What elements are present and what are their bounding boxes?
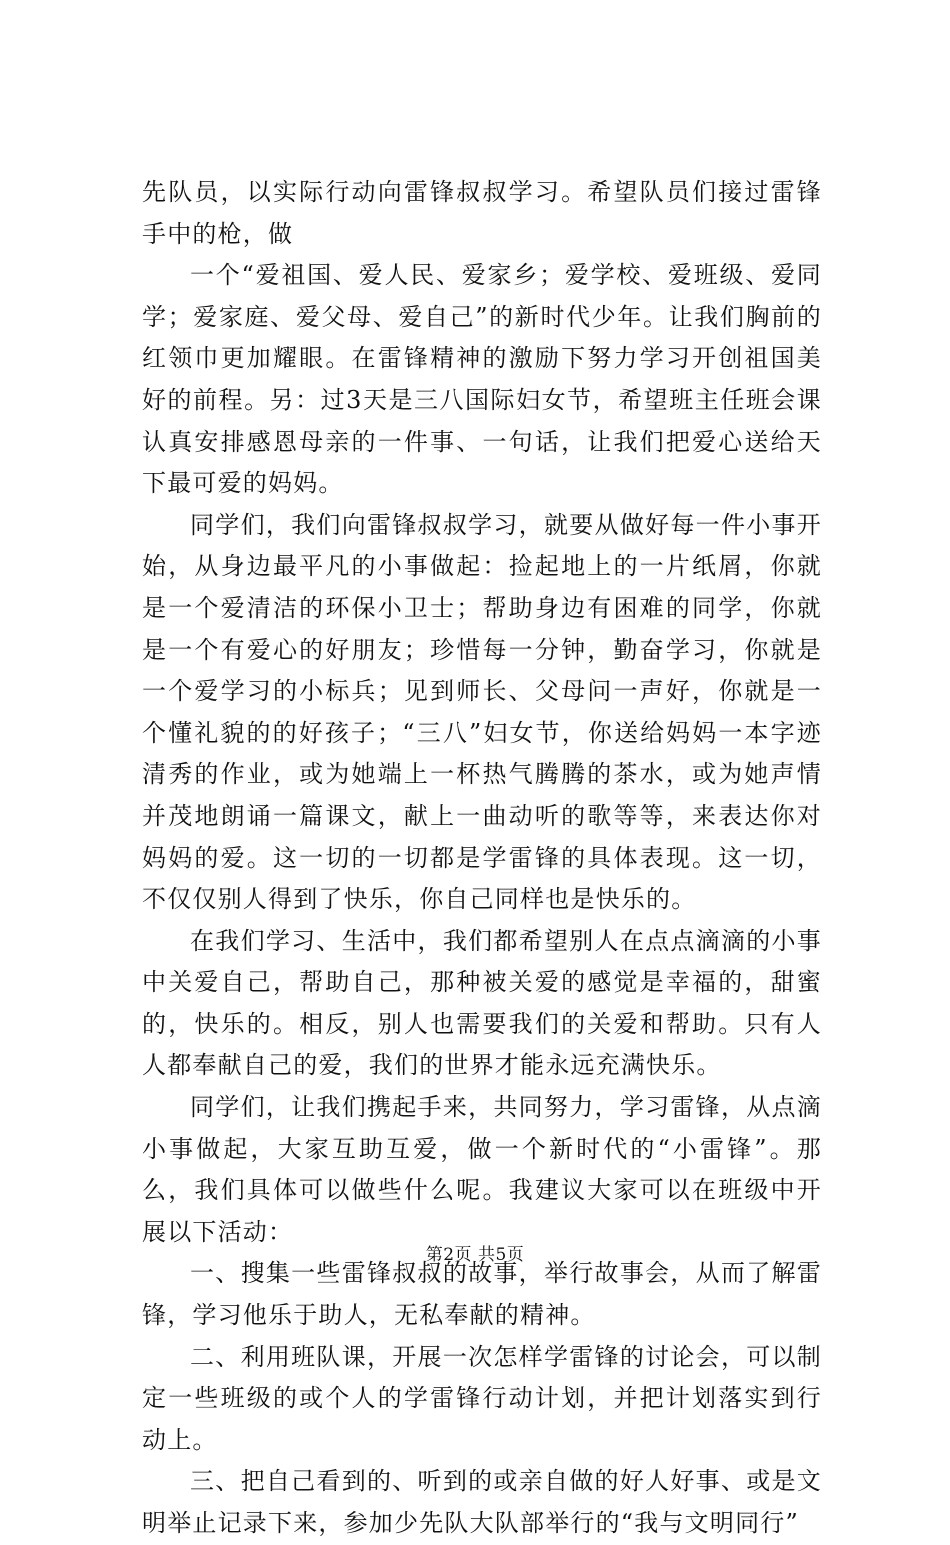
paragraph-activity-three: 三、把自己看到的、听到的或亲自做的好人好事、或是文明举止记录下来，参加少先队大队部举行的“我与文明同行” bbox=[142, 1467, 822, 1537]
document-body bbox=[142, 172, 822, 1545]
paragraph-mutual-care: 在我们学习、生活中，我们都希望别人在点点滴滴的小事中关爱自己，帮助自己，那种被关爱的感觉是幸福的，甜蜜的，快乐的。相反，别人也需要我们的关爱和帮助。只有人人都奉献自己的爱，我们的世界才能永远充满快乐。 bbox=[142, 926, 822, 1080]
page-footer bbox=[0, 1240, 950, 1265]
paragraph-activity-two: 二、利用班队课，开展一次怎样学雷锋的讨论会，可以制定一些班级的或个人的学雷锋行动计划，并把计划落实到行动上。 bbox=[142, 1342, 822, 1454]
page-number-indicator: 第2页 共5页 bbox=[425, 1245, 525, 1265]
paragraph-new-era-youth: 一个“爱祖国、爱人民、爱家乡；爱学校、爱班级、爱同学；爱家庭、爱父母、爱自己”的新时代少年。让我们胸前的红领巾更加耀眼。在雷锋精神的激励下努力学习开创祖国美好的前程。另：过3天是三八国际妇女节，希望班主任班会课认真安排感恩母亲的一件事、一句话，让我们把爱心送给天下最可爱的妈妈。 bbox=[142, 261, 822, 498]
paragraph-small-things: 同学们，我们向雷锋叔叔学习，就要从做好每一件小事开始，从身边最平凡的小事做起：捡起地上的一片纸屑，你就是一个爱清洁的环保小卫士；帮助身边有困难的同学，你就是一个有爱心的好朋友；珍惜每一分钟，勤奋学习，你就是一个爱学习的小标兵；见到师长、父母问一声好，你就是一个懂礼貌的的好孩子；“三八”妇女节，你送给妈妈一本字迹清秀的作业，或为她端上一杯热气腾腾的茶水，或为她声情并茂地朗诵一篇课文，献上一曲动听的歌等等，来表达你对妈妈的爱。这一切的一切都是学雷锋的具体表现。这一切，不仅仅别人得到了快乐，你自己同样也是快乐的。 bbox=[142, 510, 822, 914]
paragraph-call-to-action: 同学们，让我们携起手来，共同努力，学习雷锋，从点滴小事做起，大家互助互爱，做一个新时代的“小雷锋”。那么，我们具体可以做些什么呢。我建议大家可以在班级中开展以下活动： bbox=[142, 1093, 822, 1246]
paragraph-activity-one: 一、搜集一些雷锋叔叔的故事，举行故事会，从而了解雷锋，学习他乐于助人，无私奉献的精神。 bbox=[142, 1259, 822, 1330]
paragraph-continuation: 先队员，以实际行动向雷锋叔叔学习。希望队员们接过雷锋手中的枪，做 bbox=[142, 178, 822, 248]
